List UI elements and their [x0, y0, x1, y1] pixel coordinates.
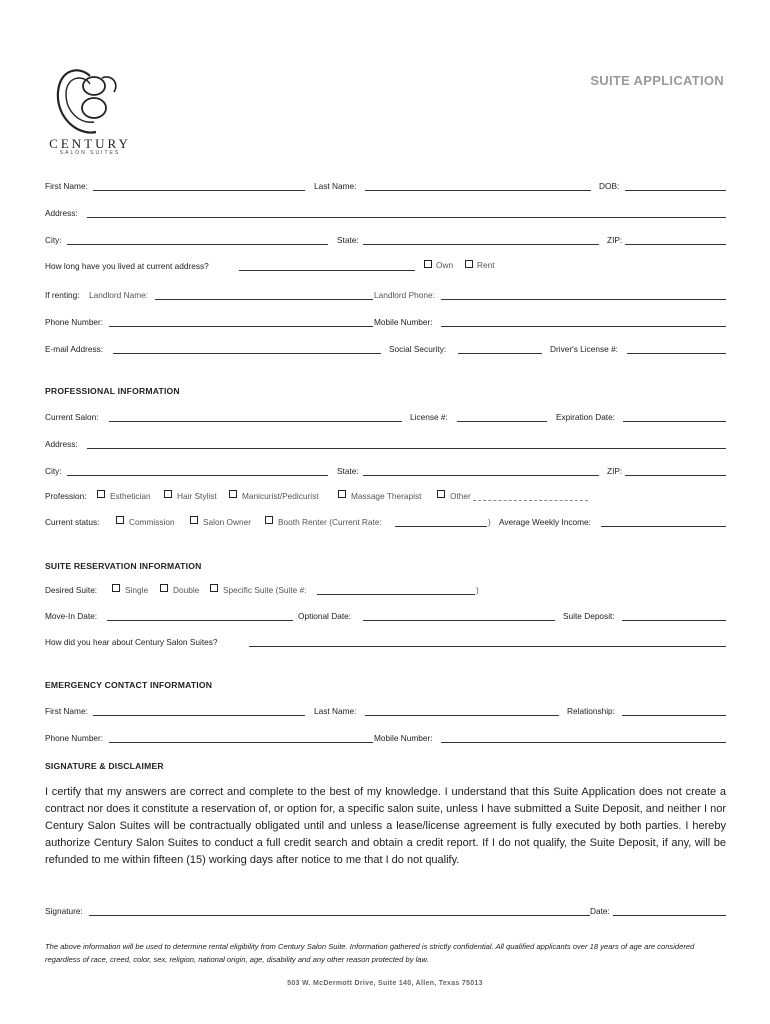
how-hear-row	[45, 636, 726, 650]
emergency-phone-label: Phone Number:	[45, 733, 104, 743]
single-label: Single	[125, 585, 149, 595]
salon-state-label: State:	[337, 466, 359, 476]
landlord-phone-field[interactable]	[441, 299, 726, 300]
hair-stylist-checkbox[interactable]	[164, 490, 172, 498]
suite-deposit-field[interactable]	[622, 620, 726, 621]
current-salon-field[interactable]	[109, 421, 402, 422]
profession-row	[45, 490, 726, 504]
specific-suite-field[interactable]	[317, 594, 475, 595]
single-checkbox[interactable]	[112, 584, 120, 592]
desired-suite-label: Desired Suite:	[45, 585, 98, 595]
last-name-label: Last Name:	[314, 181, 357, 191]
double-label: Double	[173, 585, 200, 595]
landlord-name-label: Landlord Name:	[89, 290, 149, 300]
move-in-row	[45, 610, 726, 624]
email-label: E-mail Address:	[45, 344, 104, 354]
other-checkbox[interactable]	[437, 490, 445, 498]
salon-address-row	[45, 438, 726, 452]
salon-city-row	[45, 465, 726, 479]
how-hear-label: How did you hear about Century Salon Suites?	[45, 637, 218, 647]
expiration-label: Expiration Date:	[556, 412, 616, 422]
emergency-phone-field[interactable]	[109, 742, 373, 743]
address-field[interactable]	[87, 217, 726, 218]
manicurist-label: Manicurist/Pedicurist	[242, 491, 319, 501]
phone-field[interactable]	[109, 326, 373, 327]
current-status-label: Current status:	[45, 517, 100, 527]
relationship-field[interactable]	[622, 715, 726, 716]
date-field[interactable]	[613, 915, 726, 916]
massage-therapist-label: Massage Therapist	[351, 491, 422, 501]
mobile-label: Mobile Number:	[374, 317, 433, 327]
commission-label: Commission	[129, 517, 175, 527]
specific-suite-close: )	[476, 585, 479, 595]
eligibility-note: The above information will be used to determine rental eligibility from Century Salon Suite. Information gathered is strictly confidential. All qualified applicants over 18 years of age are considered regardless of race, creed, color, sex, religion, national origin, age, disability and any other reason protected by law.	[45, 942, 695, 964]
landlord-phone-label: Landlord Phone:	[374, 290, 435, 300]
profession-label: Profession:	[45, 491, 87, 501]
salon-state-field[interactable]	[363, 475, 599, 476]
desired-suite-row	[45, 584, 726, 598]
own-label: Own	[436, 260, 454, 270]
city-row	[45, 234, 726, 248]
move-in-label: Move-In Date:	[45, 611, 98, 621]
rent-checkbox[interactable]	[465, 260, 473, 268]
license-label: License #:	[410, 412, 448, 422]
ssn-field[interactable]	[458, 353, 542, 354]
salon-city-field[interactable]	[67, 475, 328, 476]
booth-rate-close: )	[488, 517, 491, 527]
salon-zip-label: ZIP:	[607, 466, 623, 476]
professional-heading: PROFESSIONAL INFORMATION	[45, 386, 180, 396]
specific-suite-label: Specific Suite (Suite #:	[223, 585, 307, 595]
emergency-first-name-field[interactable]	[93, 715, 305, 716]
address-row	[45, 207, 726, 221]
weekly-income-field[interactable]	[601, 526, 726, 527]
salon-city-label: City:	[45, 466, 62, 476]
booth-renter-label: Booth Renter (Current Rate:	[278, 517, 382, 527]
emergency-phone-row	[45, 732, 726, 746]
salon-address-label: Address:	[45, 439, 78, 449]
optional-date-label: Optional Date:	[298, 611, 352, 621]
commission-checkbox[interactable]	[116, 516, 124, 524]
salon-owner-checkbox[interactable]	[190, 516, 198, 524]
phone-label: Phone Number:	[45, 317, 104, 327]
hair-stylist-label: Hair Stylist	[177, 491, 217, 501]
suite-deposit-label: Suite Deposit:	[563, 611, 615, 621]
rent-label: Rent	[477, 260, 495, 270]
footer-address: 503 W. McDermott Drive, Suite 140, Allen, Texas 75013	[287, 980, 483, 987]
email-row	[45, 343, 726, 357]
emergency-last-name-field[interactable]	[365, 715, 559, 716]
first-name-field[interactable]	[93, 190, 305, 191]
salon-zip-field[interactable]	[625, 475, 726, 476]
specific-suite-checkbox[interactable]	[210, 584, 218, 592]
signature-field[interactable]	[89, 915, 590, 916]
applicant-name-row	[45, 180, 726, 194]
double-checkbox[interactable]	[160, 584, 168, 592]
license-field[interactable]	[457, 421, 547, 422]
logo-subtext: SALON SUITES	[59, 150, 121, 156]
last-name-field[interactable]	[365, 190, 591, 191]
move-in-field[interactable]	[107, 620, 293, 621]
signature-row	[45, 905, 726, 919]
residence-duration-row	[45, 260, 726, 274]
signature-heading: SIGNATURE & DISCLAIMER	[45, 761, 164, 771]
optional-date-field[interactable]	[363, 620, 555, 621]
booth-rate-field[interactable]	[395, 526, 487, 527]
other-field[interactable]	[473, 500, 588, 501]
emergency-heading: EMERGENCY CONTACT INFORMATION	[45, 680, 213, 690]
how-long-field[interactable]	[239, 270, 415, 271]
city-label: City:	[45, 235, 62, 245]
manicurist-checkbox[interactable]	[229, 490, 237, 498]
other-label: Other	[450, 491, 471, 501]
how-hear-field[interactable]	[249, 646, 726, 647]
current-salon-row	[45, 411, 726, 425]
expiration-field[interactable]	[623, 421, 726, 422]
emergency-mobile-label: Mobile Number:	[374, 733, 433, 743]
disclaimer-text: I certify that my answers are correct and complete to the best of my knowledge. I understand that this Suite Application does not create a contract nor does it constitute a reservation of, or option for, a specific salon suite, unless I have submitted a Suite Deposit, and neither I nor Century Salon Suites will be contractually obligated until and unless a lease/license agreement is fully executed by both parties. I hereby authorize Century Salon Suites to conduct a full credit search and obtain a credit report. If I do not qualify, the Suite Deposit, if any, will be refunded to me within fifteen (15) working days after notice to me that I do not qualify.	[45, 786, 726, 866]
salon-owner-label: Salon Owner	[203, 517, 251, 527]
landlord-row	[45, 289, 726, 303]
how-long-label: How long have you lived at current address?	[45, 261, 209, 271]
esthetician-checkbox[interactable]	[97, 490, 105, 498]
logo-wordmark: CENTURY	[49, 136, 131, 151]
current-salon-label: Current Salon:	[45, 412, 99, 422]
emergency-last-name-label: Last Name:	[314, 706, 357, 716]
drivers-license-label: Driver's License #:	[550, 344, 618, 354]
relationship-label: Relationship:	[567, 706, 615, 716]
salon-address-field[interactable]	[87, 448, 726, 449]
ssn-label: Social Security:	[389, 344, 447, 354]
emergency-first-name-label: First Name:	[45, 706, 88, 716]
own-checkbox[interactable]	[424, 260, 432, 268]
weekly-income-label: Average Weekly Income:	[499, 517, 591, 527]
email-field[interactable]	[113, 353, 381, 354]
first-name-label: First Name:	[45, 181, 88, 191]
dob-field[interactable]	[625, 190, 726, 191]
address-label: Address:	[45, 208, 78, 218]
dob-label: DOB:	[599, 181, 620, 191]
zip-field[interactable]	[625, 244, 726, 245]
city-field[interactable]	[67, 244, 328, 245]
drivers-license-field[interactable]	[627, 353, 726, 354]
emergency-mobile-field[interactable]	[441, 742, 726, 743]
mobile-field[interactable]	[441, 326, 726, 327]
reservation-heading: SUITE RESERVATION INFORMATION	[45, 561, 202, 571]
page-title: SUITE APPLICATION	[590, 73, 724, 88]
date-label: Date:	[590, 906, 610, 916]
esthetician-label: Esthetician	[110, 491, 151, 501]
if-renting-label: If renting:	[45, 290, 80, 300]
current-status-row	[45, 516, 726, 530]
zip-label: ZIP:	[607, 235, 623, 245]
state-label: State:	[337, 235, 359, 245]
emergency-name-row	[45, 705, 726, 719]
phone-row	[45, 316, 726, 330]
signature-label: Signature:	[45, 906, 83, 916]
state-field[interactable]	[363, 244, 599, 245]
landlord-name-field[interactable]	[155, 299, 373, 300]
booth-renter-checkbox[interactable]	[265, 516, 273, 524]
massage-therapist-checkbox[interactable]	[338, 490, 346, 498]
